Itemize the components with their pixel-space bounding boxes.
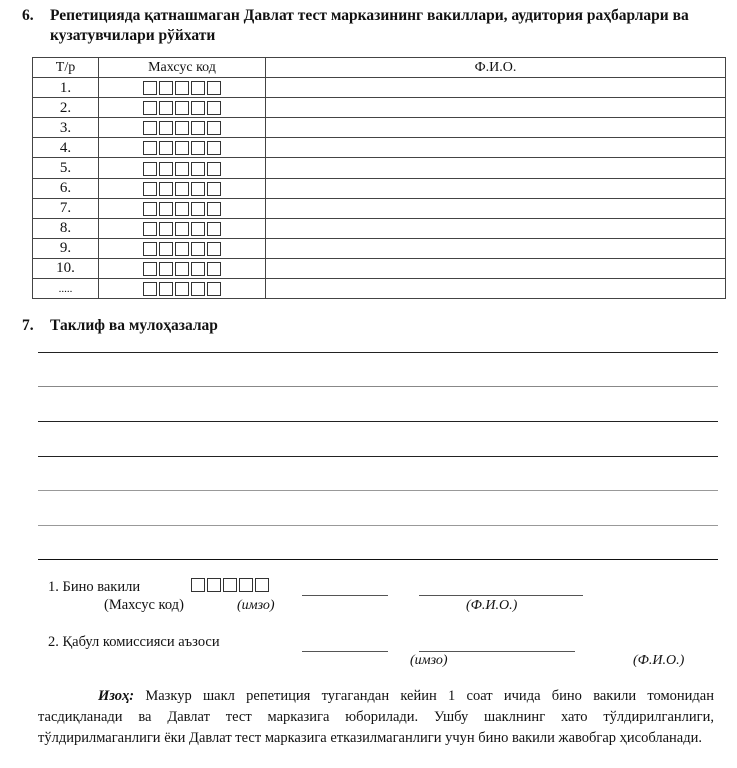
row-special-code[interactable] — [99, 78, 266, 98]
comment-line-6[interactable] — [38, 525, 718, 526]
code-box[interactable] — [143, 141, 157, 155]
code-box[interactable] — [143, 242, 157, 256]
code-box[interactable] — [175, 182, 189, 196]
section-7-heading — [22, 316, 422, 336]
code-box[interactable] — [191, 282, 205, 296]
section-7-number: 7. — [22, 317, 34, 334]
table-row — [33, 238, 726, 258]
row-number: 5. — [33, 158, 99, 178]
row-number: 3. — [33, 118, 99, 138]
code-box[interactable] — [255, 578, 269, 592]
code-box[interactable] — [191, 162, 205, 176]
code-box[interactable] — [143, 222, 157, 236]
commission-member-name-line[interactable] — [419, 651, 575, 652]
row-number: 4. — [33, 138, 99, 158]
row-number: 8. — [33, 218, 99, 238]
row-number: ..... — [33, 279, 99, 299]
code-box[interactable] — [175, 262, 189, 276]
commission-member-label: 2. Қабул комиссияси аъзоси — [48, 634, 220, 650]
table-row — [33, 198, 726, 218]
building-rep-signature-line[interactable] — [302, 595, 388, 596]
section-7-title: Таклиф ва мулоҳазалар — [50, 317, 218, 334]
table-header-row — [33, 58, 726, 78]
code-box[interactable] — [207, 182, 221, 196]
table-row — [33, 258, 726, 278]
row-full-name[interactable] — [266, 198, 726, 218]
code-box[interactable] — [207, 101, 221, 115]
comment-line-1[interactable] — [38, 352, 718, 353]
code-box[interactable] — [191, 578, 205, 592]
commission-member-signature-line[interactable] — [302, 651, 388, 652]
code-box[interactable] — [159, 121, 173, 135]
row-special-code[interactable] — [99, 238, 266, 258]
code-box[interactable] — [159, 282, 173, 296]
code-box[interactable] — [143, 101, 157, 115]
code-box[interactable] — [143, 81, 157, 95]
row-number: 10. — [33, 258, 99, 278]
building-rep-label: 1. Бино вакили — [48, 579, 141, 595]
row-full-name[interactable] — [266, 118, 726, 138]
code-box[interactable] — [159, 242, 173, 256]
code-box[interactable] — [175, 141, 189, 155]
code-box[interactable] — [159, 141, 173, 155]
code-box[interactable] — [191, 121, 205, 135]
code-box[interactable] — [207, 242, 221, 256]
row-special-code[interactable] — [99, 178, 266, 198]
note-paragraph — [38, 686, 714, 749]
row-special-code[interactable] — [99, 138, 266, 158]
code-box[interactable] — [175, 242, 189, 256]
comment-line-2[interactable] — [38, 386, 718, 387]
table-row — [33, 138, 726, 158]
note-text: Мазкур шакл репетиция тугагандан кейин 1 соат ичида бино вакили томонидан тасдиқланади ва Давлат тест марказига юборилади. Ушбу шаклнинг хато тўлдирилганлиги, тўлдирилмаганлиги ёки Давлат тест марказига етказилмаганлиги учун бино вакили жавобгар ҳисобланади. — [38, 688, 714, 746]
code-box[interactable] — [207, 282, 221, 296]
row-number: 6. — [33, 178, 99, 198]
comment-line-3[interactable] — [38, 421, 718, 422]
row-special-code[interactable] — [99, 98, 266, 118]
table-row — [33, 218, 726, 238]
code-box[interactable] — [207, 578, 221, 592]
code-box[interactable] — [159, 101, 173, 115]
section-6-title-line1: Репетицияда қатнашмаган Давлат тест марказининг вакиллари, аудитория раҳбарлари ва — [50, 7, 689, 24]
section-6-heading — [22, 6, 732, 46]
code-box[interactable] — [191, 101, 205, 115]
table-row — [33, 78, 726, 98]
row-number: 1. — [33, 78, 99, 98]
row-special-code[interactable] — [99, 118, 266, 138]
code-box[interactable] — [191, 141, 205, 155]
header-full-name: Ф.И.О. — [266, 58, 726, 78]
code-box[interactable] — [143, 121, 157, 135]
code-box[interactable] — [143, 262, 157, 276]
row-full-name[interactable] — [266, 158, 726, 178]
comment-line-4[interactable] — [38, 456, 718, 457]
note-label: Изоҳ: — [98, 688, 135, 704]
row-number: 9. — [33, 238, 99, 258]
code-box[interactable] — [159, 202, 173, 216]
code-box[interactable] — [143, 162, 157, 176]
code-box[interactable] — [207, 262, 221, 276]
building-rep-name-line[interactable] — [419, 595, 583, 596]
code-box[interactable] — [175, 222, 189, 236]
row-special-code[interactable] — [99, 279, 266, 299]
row-special-code[interactable] — [99, 158, 266, 178]
code-box[interactable] — [191, 242, 205, 256]
row-full-name[interactable] — [266, 98, 726, 118]
code-box[interactable] — [207, 141, 221, 155]
row-full-name[interactable] — [266, 178, 726, 198]
code-box[interactable] — [207, 121, 221, 135]
header-number: Т/р — [33, 58, 99, 78]
code-box[interactable] — [191, 202, 205, 216]
code-box[interactable] — [143, 282, 157, 296]
row-full-name[interactable] — [266, 138, 726, 158]
code-box[interactable] — [239, 578, 253, 592]
row-number: 7. — [33, 198, 99, 218]
row-special-code[interactable] — [99, 258, 266, 278]
code-box[interactable] — [207, 222, 221, 236]
row-full-name[interactable] — [266, 218, 726, 238]
code-box[interactable] — [223, 578, 237, 592]
commission-member-name-caption: (Ф.И.О.) — [633, 653, 685, 668]
code-box[interactable] — [207, 81, 221, 95]
section-6-number: 6. — [22, 7, 34, 24]
table-row — [33, 158, 726, 178]
code-box[interactable] — [159, 81, 173, 95]
building-rep-sign-caption: (имзо) — [237, 598, 275, 613]
table-row — [33, 98, 726, 118]
absent-staff-table — [32, 57, 726, 299]
row-full-name[interactable] — [266, 258, 726, 278]
code-box[interactable] — [191, 81, 205, 95]
row-full-name[interactable] — [266, 279, 726, 299]
table-row — [33, 279, 726, 299]
row-special-code[interactable] — [99, 198, 266, 218]
building-rep-name-caption: (Ф.И.О.) — [466, 598, 518, 613]
code-box[interactable] — [191, 182, 205, 196]
row-full-name[interactable] — [266, 238, 726, 258]
code-box[interactable] — [159, 162, 173, 176]
code-box[interactable] — [159, 182, 173, 196]
code-box[interactable] — [207, 162, 221, 176]
building-rep-code-boxes[interactable] — [191, 578, 269, 592]
comment-line-5[interactable] — [38, 490, 718, 491]
header-special-code: Махсус код — [99, 58, 266, 78]
row-full-name[interactable] — [266, 78, 726, 98]
commission-member-sign-caption: (имзо) — [410, 653, 448, 668]
section-6-title-line2: кузатувчилари рўйхати — [50, 27, 216, 44]
row-number: 2. — [33, 98, 99, 118]
comment-line-7[interactable] — [38, 559, 718, 560]
code-box[interactable] — [175, 162, 189, 176]
code-box[interactable] — [159, 222, 173, 236]
building-rep-code-caption: (Махсус код) — [104, 597, 184, 613]
code-box[interactable] — [175, 81, 189, 95]
code-box[interactable] — [159, 262, 173, 276]
code-box[interactable] — [175, 282, 189, 296]
code-box[interactable] — [175, 121, 189, 135]
table-row — [33, 118, 726, 138]
code-box[interactable] — [143, 182, 157, 196]
code-box[interactable] — [191, 262, 205, 276]
table-row — [33, 178, 726, 198]
code-box[interactable] — [143, 202, 157, 216]
code-box[interactable] — [175, 202, 189, 216]
code-box[interactable] — [207, 202, 221, 216]
code-box[interactable] — [191, 222, 205, 236]
code-box[interactable] — [175, 101, 189, 115]
row-special-code[interactable] — [99, 218, 266, 238]
